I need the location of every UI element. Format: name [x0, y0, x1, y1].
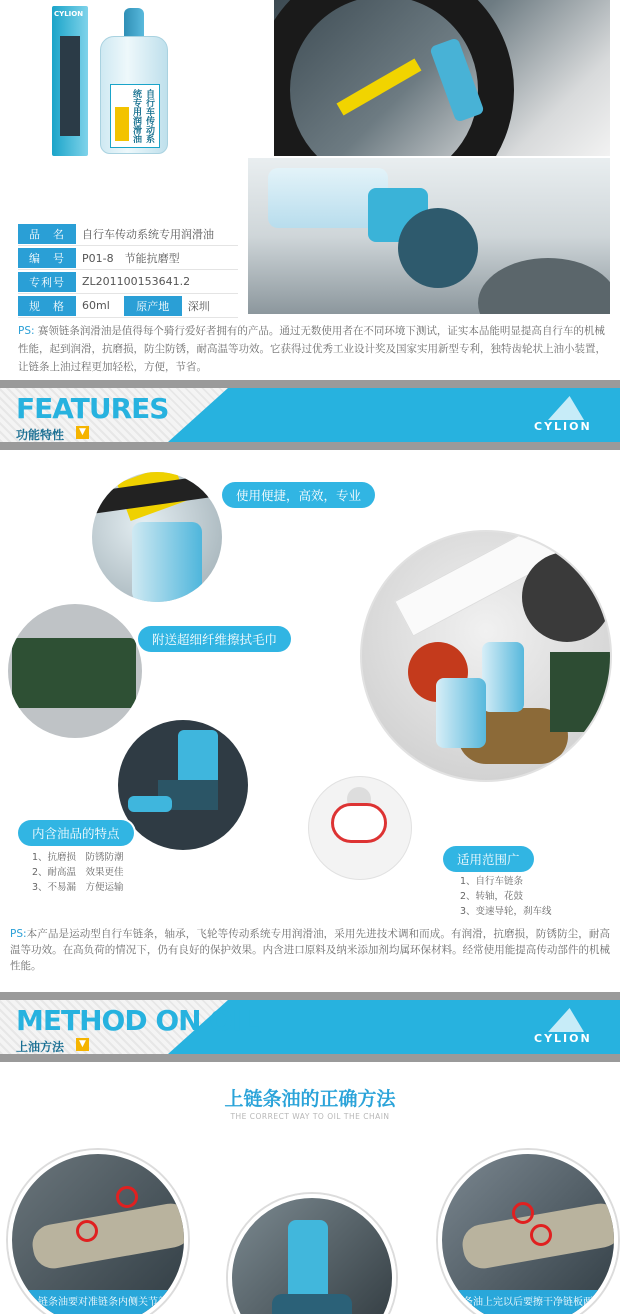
- ps-tag: PS:: [10, 928, 27, 940]
- crank-shape: [522, 552, 612, 642]
- method-banner: [0, 992, 620, 1062]
- bottle-shape: [482, 642, 524, 712]
- spec-value: 深圳: [187, 299, 210, 313]
- logo-text: CYLION: [534, 420, 592, 433]
- gear-cap-shape: [398, 208, 478, 288]
- feature-photo-bottle: [92, 472, 222, 602]
- chain-oiling-photo: [274, 0, 610, 156]
- spec-value: ZL201100153641.2: [82, 275, 191, 288]
- spec-row: [18, 270, 238, 294]
- logo-text: CYLION: [534, 1032, 592, 1045]
- spec-key: 原产地: [124, 296, 182, 316]
- tip-shape: [128, 796, 172, 812]
- highlight-circle: [116, 1186, 138, 1208]
- features-section: [0, 454, 620, 924]
- usage-range-list: [460, 874, 552, 919]
- cylion-logo: [534, 396, 604, 436]
- bottle-label: [110, 84, 160, 148]
- oil-feature-list: [32, 850, 124, 895]
- list-item: 1、抗磨损 防锈防潮: [32, 852, 124, 863]
- list-item: 3、变速导轮，刹车线: [460, 906, 552, 917]
- section-title-en: FEATURES: [16, 392, 169, 425]
- list-item: 2、转轴，花鼓: [460, 891, 524, 902]
- cassette-shape: [478, 258, 610, 314]
- banner-band: [0, 1054, 620, 1062]
- bottle-closeup-photo: [248, 158, 610, 314]
- feature-pill-towel: 附送超细纤维擦拭毛巾: [138, 626, 291, 652]
- banner-band: [0, 380, 620, 388]
- method-caption-right: 链条油上完以后要擦干净链板两侧: [442, 1290, 614, 1314]
- spec-key: 编 号: [18, 248, 76, 268]
- spec-value: 自行车传动系统专用润滑油: [82, 227, 214, 241]
- ps-note: [10, 926, 610, 974]
- spec-row: [18, 246, 238, 270]
- spec-key: 规 格: [18, 296, 76, 316]
- feature-pill-oil: 内含油品的特点: [18, 820, 134, 846]
- bottle-shape: [132, 522, 202, 602]
- box-window: [60, 36, 80, 136]
- feature-photo-towel: [8, 604, 142, 738]
- ps-tag: PS:: [18, 325, 35, 337]
- gear-cap-shape: [272, 1294, 352, 1314]
- bottle-label-text: 自行车传动系统专用润滑油: [131, 89, 154, 143]
- method-photo-middle: [228, 1194, 396, 1314]
- section-title-cn: 上油方法: [16, 1040, 65, 1054]
- feature-pill-range: 适用范围广: [443, 846, 534, 872]
- chevron-down-icon: ▼: [76, 1038, 89, 1051]
- chain-shape: [29, 1200, 188, 1271]
- method-photo-left: [8, 1150, 188, 1314]
- label-band: [115, 107, 129, 141]
- spec-row: [18, 294, 238, 318]
- list-item: 2、耐高温 效果更佳: [32, 867, 124, 878]
- banner-band: [0, 992, 620, 1000]
- spec-key: 专利号: [18, 272, 76, 292]
- section-title-en: METHOD ON OIL: [16, 1004, 259, 1037]
- feature-photo-kit: [360, 530, 612, 782]
- box-brand-text: CYLION: [54, 10, 84, 18]
- ps-text: 本产品是运动型自行车链条，轴承，飞轮等传动系统专用润滑油，采用先进技术调和而成。有润滑，抗磨损，防锈防尘，耐高温等功效。在高负荷的情况下，仍有良好的保护效果。内含进口原料及纳米添加剂均属环保材料。经常使用能提高传动部件的机械性能。: [10, 928, 610, 972]
- spec-value: P01-8 节能抗磨型: [82, 251, 180, 265]
- highlight-circle: [76, 1220, 98, 1242]
- spec-value: 60ml: [82, 299, 110, 312]
- section-title-cn: 功能特性: [16, 428, 65, 442]
- method-caption-left: 上链条油要对准链条内侧关节部: [12, 1290, 184, 1314]
- cylion-logo: [534, 1008, 604, 1048]
- bottle-shape: [436, 678, 486, 748]
- towel-shape: [550, 652, 610, 732]
- highlight-circle: [512, 1202, 534, 1224]
- feature-mascot: [308, 776, 412, 880]
- chevron-down-icon: ▼: [76, 426, 89, 439]
- highlight-circle: [530, 1224, 552, 1246]
- product-box-image: [52, 6, 88, 156]
- towel-shape: [12, 638, 136, 708]
- list-item: 1、自行车链条: [460, 876, 524, 887]
- ps-note: [18, 322, 608, 376]
- product-section: [0, 0, 620, 318]
- spec-row: [18, 222, 238, 246]
- spec-key: 品 名: [18, 224, 76, 244]
- method-title: 上链条油的正确方法: [224, 1088, 396, 1110]
- method-subtitle: THE CORRECT WAY TO OIL THE CHAIN: [230, 1112, 390, 1121]
- feature-photo-nozzle: [118, 720, 248, 850]
- fin-icon: [548, 1008, 584, 1032]
- banner-band: [0, 442, 620, 450]
- ps-text: 赛领链条润滑油是值得每个骑行爱好者拥有的产品。通过无数使用者在不同环境下测试，证实本品能明显提高自行车的机械性能，起到润滑，抗磨损，防尘防锈，耐高温等功效。它获得过优秀工业设计奖及国家实用新型专利，独特齿轮状上油小装置，让链条上油过程更加轻松，方便，节省。: [18, 325, 606, 373]
- feature-pill-convenient: 使用便捷，高效，专业: [222, 482, 375, 508]
- method-photo-right: [438, 1150, 618, 1314]
- fin-icon: [548, 396, 584, 420]
- list-item: 3、不易漏 方便运输: [32, 882, 124, 893]
- spec-table: [18, 222, 238, 318]
- features-banner: [0, 380, 620, 450]
- mascot-body: [331, 803, 387, 843]
